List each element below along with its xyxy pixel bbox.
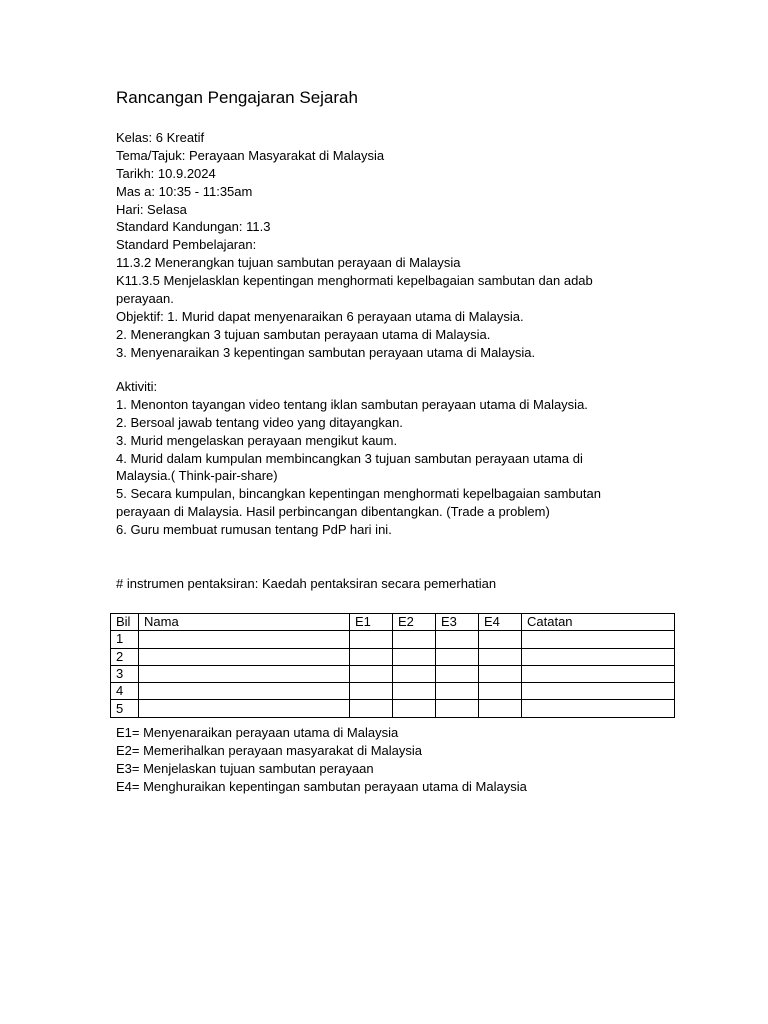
assessment-table — [110, 613, 675, 718]
table-cell — [522, 631, 675, 648]
activities-section — [116, 378, 601, 539]
table-cell — [393, 683, 436, 700]
table-cell — [393, 631, 436, 648]
table-cell: 3 — [111, 665, 139, 682]
assessment-line: # instrumen pentaksiran: Kaedah pentaksiran secara pemerhatian — [116, 576, 497, 591]
table-cell: 5 — [111, 700, 139, 717]
activity-heading: Aktiviti: — [116, 379, 158, 394]
table-cell: 4 — [111, 683, 139, 700]
header-cell-e1: E1 — [350, 614, 393, 631]
table-cell — [479, 665, 522, 682]
info-line: K11.3.5 Menjelasklan kepentingan menghormati kepelbagaian sambutan dan adab — [116, 273, 593, 289]
info-line: 2. Menerangkan 3 tujuan sambutan perayaan utama di Malaysia. — [116, 326, 491, 342]
table-cell — [436, 631, 479, 648]
table-cell — [350, 683, 393, 700]
info-line: Standard Pembelajaran: — [116, 237, 257, 253]
info-line: Objektif: 1. Murid dapat menyenaraikan 6 perayaan utama di Malaysia. — [116, 308, 524, 324]
header-cell-nama: Nama — [139, 614, 350, 631]
activity-line: 2. Bersoal jawab tentang video yang ditayangkan. — [116, 414, 403, 430]
activity-line: perayaan di Malaysia. Hasil perbincangan dibentangkan. (Trade a problem) — [116, 504, 550, 520]
info-line: perayaan. — [116, 291, 174, 307]
info-line: Standard Kandungan: 11.3 — [116, 219, 271, 235]
table-cell — [350, 700, 393, 717]
table-cell — [139, 665, 350, 682]
info-line: 11.3.2 Menerangkan tujuan sambutan perayaan di Malaysia — [116, 255, 461, 271]
table-cell — [350, 631, 393, 648]
table-cell — [479, 648, 522, 665]
table-cell: 2 — [111, 648, 139, 665]
info-line: 3. Menyenaraikan 3 kepentingan sambutan perayaan utama di Malaysia. — [116, 344, 536, 360]
info-line: Kelas: 6 Kreatif — [116, 130, 205, 145]
header-cell-e2: E2 — [393, 614, 436, 631]
table-cell — [522, 700, 675, 717]
lesson-info-section — [116, 129, 593, 362]
table-cell — [436, 665, 479, 682]
info-line: Tarikh: 10.9.2024 — [116, 165, 216, 181]
info-line: Mas a: 10:35 - 11:35am — [116, 183, 253, 199]
table-cell — [436, 700, 479, 717]
table-cell — [479, 700, 522, 717]
assessment-section — [116, 575, 496, 593]
table-row — [111, 631, 675, 648]
activity-line: Malaysia.( Think-pair-share) — [116, 468, 278, 484]
table-header-row — [111, 614, 675, 631]
document-title: Rancangan Pengajaran Sejarah — [116, 88, 358, 107]
table-cell — [393, 648, 436, 665]
table-cell: 1 — [111, 631, 139, 648]
info-line: Hari: Selasa — [116, 201, 187, 217]
table-cell — [522, 683, 675, 700]
table-cell — [436, 683, 479, 700]
header-cell-bil: Bil — [111, 614, 139, 631]
legend-line: E1= Menyenaraikan perayaan utama di Malaysia — [116, 725, 399, 740]
table-cell — [522, 665, 675, 682]
table-cell — [393, 700, 436, 717]
info-line: Tema/Tajuk: Perayaan Masyarakat di Malaysia — [116, 147, 385, 163]
table-row — [111, 700, 675, 717]
table-cell — [139, 700, 350, 717]
table-cell — [139, 631, 350, 648]
table-row — [111, 665, 675, 682]
table-cell — [479, 683, 522, 700]
table-row — [111, 648, 675, 665]
activity-line: 1. Menonton tayangan video tentang iklan sambutan perayaan utama di Malaysia. — [116, 396, 588, 412]
header-cell-e4: E4 — [479, 614, 522, 631]
header-cell-e3: E3 — [436, 614, 479, 631]
header-cell-catatan: Catatan — [522, 614, 675, 631]
activity-line: 4. Murid dalam kumpulan membincangkan 3 tujuan sambutan perayaan utama di — [116, 450, 583, 466]
table-cell — [436, 648, 479, 665]
legend-section — [116, 724, 527, 796]
legend-line: E2= Memerihalkan perayaan masyarakat di Malaysia — [116, 742, 423, 758]
table-cell — [479, 631, 522, 648]
activity-line: 3. Murid mengelaskan perayaan mengikut kaum. — [116, 432, 398, 448]
activity-line: 6. Guru membuat rumusan tentang PdP hari ini. — [116, 522, 392, 538]
table-row — [111, 683, 675, 700]
table-cell — [393, 665, 436, 682]
table-cell — [350, 648, 393, 665]
table-cell — [350, 665, 393, 682]
activity-line: 5. Secara kumpulan, bincangkan kepentingan menghormati kepelbagaian sambutan — [116, 486, 601, 502]
table-cell — [139, 683, 350, 700]
table-cell — [522, 648, 675, 665]
legend-line: E4= Menghuraikan kepentingan sambutan perayaan utama di Malaysia — [116, 778, 527, 794]
legend-line: E3= Menjelaskan tujuan sambutan perayaan — [116, 760, 374, 776]
table-cell — [139, 648, 350, 665]
